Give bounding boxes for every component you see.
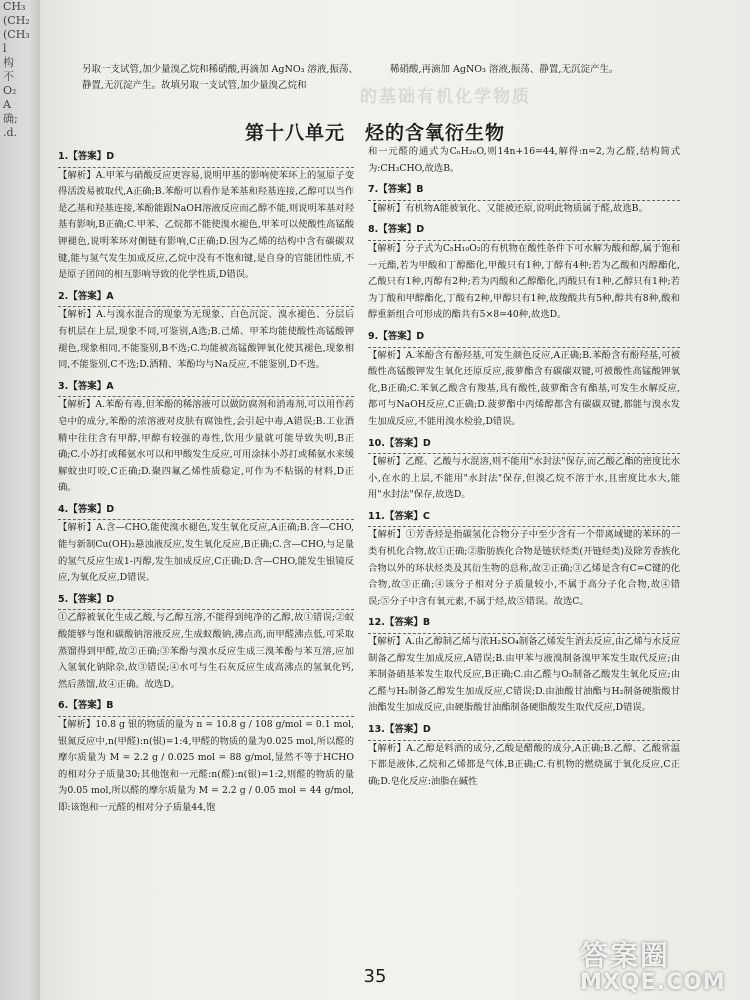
explanation-text: 【解析】乙醛、乙酸与水混溶,则不能用"水封法"保存,而乙酸乙酯的密度比水小,在水的上层,不能用"水封法"保存,但溴乙烷不溶于水,且密度比水大,能用"水封法"保存,故选D。 bbox=[368, 456, 680, 501]
unit-title: 第十八单元 烃的含氧衍生物 bbox=[244, 122, 505, 144]
explanation-text: 【解析】A.苯酚含有酚羟基,可发生颜色反应,A正确;B.苯酚含有酚羟基,可被酸性高锰酸钾发生氧化还原反应,菠萝酯含有碳碳双键,可被酸性高锰酸钾氧化,B正确;C.苯氧乙酸含有羧基,具有酸性,菠萝酯含有酯基,可发生水解反应,都可与NaOH反应,C正确;D.菠萝酯中丙烯醇都含有碳碳双键,都能与溴水发生加成反应,不能用溴水检验,D错误。 bbox=[368, 349, 680, 427]
answer-heading: 13.【答案】D bbox=[368, 722, 680, 741]
answer-heading: 11.【答案】C bbox=[368, 509, 680, 528]
left-edge-text: 构 bbox=[3, 56, 14, 69]
left-edge-text: (CH₃ bbox=[3, 28, 30, 41]
explanation-text: 【解析】A.由乙醇制乙烯与浓H₂SO₄制备乙烯发生消去反应,由乙烯与水反应制备乙醇发生加成反应,A错误;B.由甲苯与液溴制备溴甲苯发生取代反应;由苯制备硝基苯发生取代反应,B正确;C.由乙醛与O₂制备乙酸发生氧化反应;由乙醛与H₂制备乙醇发生加成反应,C错误;D.由油酸甘油酯与H₂制备硬脂酸甘油酯发生加成反应,由硬脂酸甘油酯制备硬脂酸发生取代反应,D错误。 bbox=[368, 636, 680, 714]
left-edge-text: O₂ bbox=[3, 84, 17, 97]
explanation-text: 和一元醛的通式为CₙH₂ₙO,则14n+16=44,解得:n=2,为乙醛,结构简式为:CH₃CHO,故选B。 bbox=[368, 146, 680, 174]
explanation-text: ①乙醇被氧化生成乙酸,与乙醇互溶,不能得到纯净的乙醇,故①错误;②蚁酸能够与饱和碳酸钠溶液反应,生成蚁酸钠,沸点高,而甲醛沸点低,可采取蒸馏得到甲醛,故②正确;③苯酚与溴水反应生成三溴苯酚与苯互溶,应加入氢氧化钠除杂,故③错误;④水可与生石灰反应生成高沸点的氢氧化钙,然后蒸馏,故④正确。故选D。 bbox=[58, 612, 354, 690]
explanation-text: 【解析】A.与溴水混合的现象为无现象、白色沉淀、溴水褪色、分层后有机层在上层,现象不同,可鉴别,A选;B.己烯、甲苯均能使酸性高锰酸钾褪色,现象相同,不能鉴别,B不选;C.均能被高锰酸钾氧化使其褪色,现象相同,不能鉴别,C不选;D.酒精、苯酚均与Na反应,不能鉴别,D不选。 bbox=[58, 309, 354, 371]
right-column bbox=[368, 144, 680, 790]
bleed-through-title: 的基础有机化学物质 bbox=[360, 87, 531, 107]
answer-heading: 8.【答案】D bbox=[368, 222, 680, 241]
left-edge-text: 不 bbox=[3, 70, 14, 83]
left-edge-text: A bbox=[3, 98, 11, 111]
watermark-logo bbox=[580, 934, 740, 994]
answer-heading: 9.【答案】D bbox=[368, 329, 680, 348]
left-edge-text: CH₃ bbox=[3, 0, 26, 13]
top-text-right: 稀硝酸,再滴加 AgNO₃ 溶液,振荡、静置,无沉淀产生。 bbox=[390, 64, 619, 75]
explanation-text: 【解析】①芳香烃是指碳氢化合物分子中至少含有一个带离域键的苯环的一类有机化合物,故①正确;②脂肪族化合物是链状烃类(开链烃类)及除芳香族化合物以外的环状烃类及其衍生物的总称,故②正确;③乙烯是含有C=C键的化合物,故③正确;④该分子相对分子质量较小,不属于高分子化合物,故④错误;⑤分子中含有氧元素,不属于烃,故⑤错误。故选C。 bbox=[368, 529, 680, 607]
explanation-text: 【解析】A.苯酚有毒,但苯酚的稀溶液可以做防腐剂和消毒剂,可以用作药皂中的成分,苯酚的浓溶液对皮肤有腐蚀性,会引起中毒,A错误;B.工业酒精中往往含有甲醇,甲醇有较强的毒性,饮用少量就可能导致失明,B正确;C.小苏打或稀氨水可以和甲酸发生反应,可用涂抹小苏打或稀氨水来缓解蚊虫叮咬,C正确;D.聚四氟乙烯性质稳定,可作为不粘锅的材料,D正确。 bbox=[58, 399, 354, 494]
answer-heading: 7.【答案】B bbox=[368, 182, 680, 201]
answer-heading: 10.【答案】D bbox=[368, 436, 680, 455]
explanation-text: 【解析】10.8 g 银的物质的量为 n = 10.8 g / 108 g/mol = 0.1 mol,银氮反应中,n(甲醛):n(银)=1:4,甲醛的物质的量为0.025 mol,所以醛的摩尔质量为 M = 2.2 g / 0.025 mol = 88 g/mol,显然不等于HCHO的相对分子质量30;其他饱和一元醛:n(醛):n(银)=1:2,则醛的物质的量为0.05 mol,所以醛的摩尔质量为 M = 2.2 g / 0.05 mol = 44 g/mol,即:该饱和一元醛的相对分子质量44,饱 bbox=[58, 719, 354, 813]
left-edge-text: l bbox=[3, 42, 7, 55]
answer-heading: 12.【答案】B bbox=[368, 615, 680, 634]
answer-heading: 2.【答案】A bbox=[58, 289, 354, 308]
left-edge-text: (CH₂ bbox=[3, 14, 30, 27]
left-edge-text: .d. bbox=[3, 126, 18, 139]
left-page-edge bbox=[0, 0, 40, 1000]
answer-heading: 3.【答案】A bbox=[58, 379, 354, 398]
left-column bbox=[58, 144, 354, 817]
answer-heading: 1.【答案】D bbox=[58, 149, 354, 168]
explanation-text: 【解析】分子式为C₅H₁₀O₂的有机物在酸性条件下可水解为酸和醇,属于饱和一元酯,若为甲酸和丁醇酯化,甲酸只有1种,丁醇有4种;若为乙酸和丙醇酯化,乙酸只有1种,丙醇有2种;若为丙酸和乙醇酯化,丙酸只有1种,乙醇只有1种;若为丁酸和甲醇酯化,丁酸有2种,甲醇只有1种,故羧酸共有5种,醇共有8种,酸和醇重新组合可形成的酯共有5×8=40种,故选D。 bbox=[368, 242, 680, 321]
watermark-line2: MXQE.COM bbox=[580, 970, 726, 995]
watermark-line1: 答案圈 bbox=[580, 939, 671, 972]
top-text-left: 另取一支试管,加少量溴乙烷和稀硝酸,再滴加 AgNO₃ 溶液,振荡、静置,无沉淀产生。故填另取一支试管,加少量溴乙烷和 bbox=[82, 64, 358, 91]
page-number: 35 bbox=[363, 966, 387, 987]
explanation-text: 【解析】A.乙醇是料酒的成分,乙酸是醋酸的成分,A正确;B.乙醇、乙酸常温下都是液体,乙烷和乙烯都是气体,B正确;C.有机物的燃烧属于氧化反应,C正确;D.皂化反应:油脂在碱性 bbox=[368, 742, 680, 787]
answer-heading: 4.【答案】D bbox=[58, 502, 354, 521]
explanation-text: 【解析】有机物A能被氧化、又能被还原,说明此物质属于醛,故选B。 bbox=[368, 202, 648, 214]
left-edge-text: 确; bbox=[3, 112, 18, 125]
explanation-text: 【解析】A.含—CHO,能使溴水褪色,发生氧化反应,A正确;B.含—CHO,能与新制Cu(OH)₂悬浊液反应,发生氧化反应,B正确;C.含—CHO,与足量的氢气反应生成1-丙醇,发生加成反应,C正确;D.含—CHO,能发生银镜反应,为氧化反应,D错误。 bbox=[58, 522, 354, 584]
explanation-text: 【解析】A.甲苯与硝酸反应更容易,说明甲基的影响使苯环上的氢原子变得活泼易被取代,A正确;B.苯酚可以看作是苯基和羟基连接,乙醇可以当作是乙基和羟基连接,苯酚能跟NaOH溶液反应而乙醇不能,则说明苯基对羟基有影响,B正确;C.甲苯、乙烷都不能使溴水褪色,甲苯可以使酸性高锰酸钾褪色,说明苯环对侧链有影响,C正确;D.因为乙烯的结构中含有碳碳双键,能与氢气发生加成反应,乙烷中没有不饱和键,是自身的官能团性质,不是原子团间的相互影响导致的化学性质,D错误。 bbox=[58, 169, 354, 281]
answer-heading: 6.【答案】B bbox=[58, 698, 354, 717]
answer-heading: 5.【答案】D bbox=[58, 592, 354, 611]
